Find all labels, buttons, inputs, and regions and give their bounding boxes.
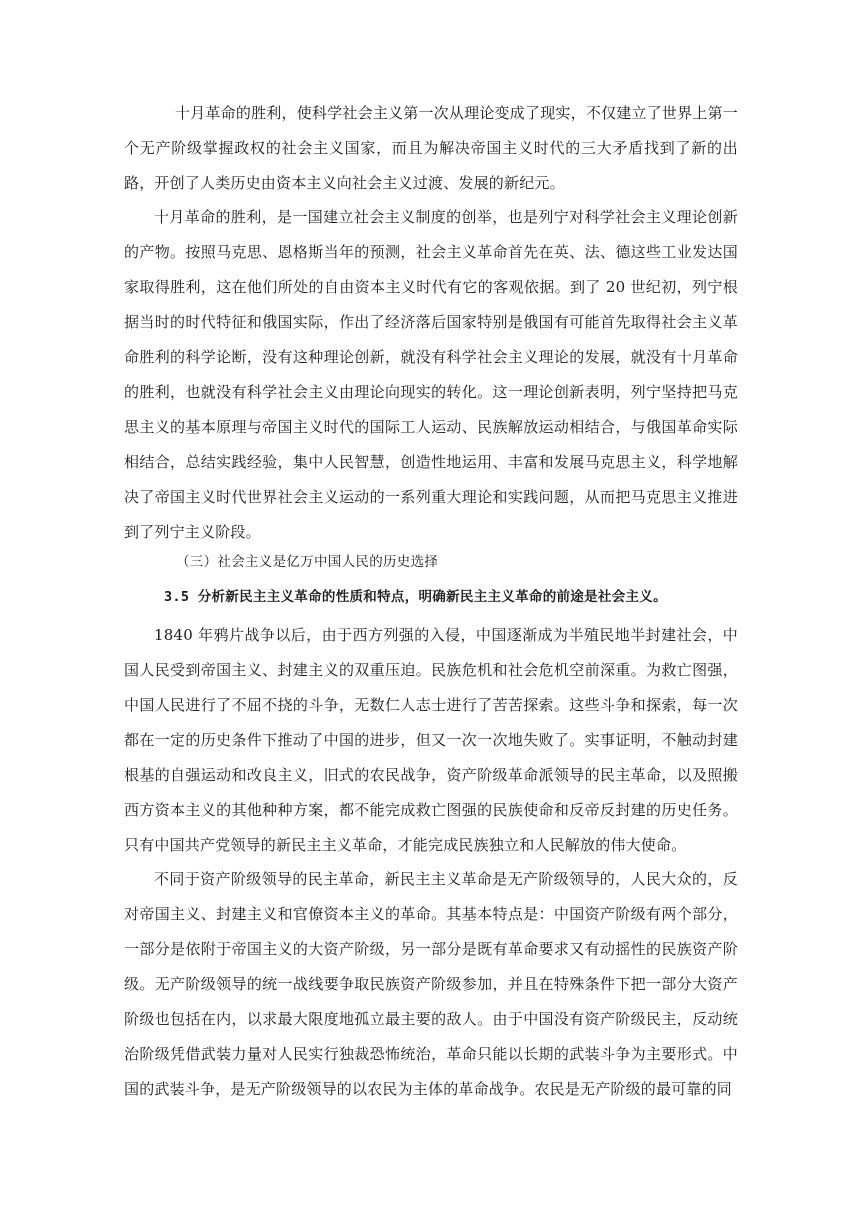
- section-heading: （三）社会主义是亿万中国人民的历史选择: [176, 554, 439, 570]
- paragraph-lenin-theory-innovation: 十月革命的胜利，是一国建立社会主义制度的创举，也是列宁对科学社会主义理论创新的产物。按照马克思、恩格斯当年的预测，社会主义革命首先在英、法、德这些工业发达国家取得胜利，这在他们所处的自由资本主义时代有它的客观依据。到了 20 世纪初，列宁根据当时的时代特征和俄国实际，作出了经济落后国家特别是俄国有可能首先取得社会主义革命胜利的科学论断，没有这种理论创新，就没有科学社会主义理论的发展，就没有十月革命的胜利，也就没有科学社会主义由理论向现实的转化。这一理论创新表明，列宁坚持把马克思主义的基本原理与帝国主义时代的国际工人运动、民族解放运动相结合，与俄国革命实际相结合，总结实践经验，集中人民智慧，创造性地运用、丰富和发展马克思主义，科学地解决了帝国主义时代世界社会主义运动的一系列重大理论和实践问题，从而把马克思主义推进到了列宁主义阶段。: [124, 208, 738, 541]
- paragraph-opium-war-history: 1840 年鸦片战争以后，由于西方列强的入侵，中国逐渐成为半殖民地半封建社会，中国人民受到帝国主义、封建主义的双重压迫。民族危机和社会危机空前深重。为救亡图强，中国人民进行了不屈不挠的斗争，无数仁人志士进行了苦苦探索。这些斗争和探索，每一次都在一定的历史条件下推动了中国的进步，但又一次一次地失败了。实事证明，不触动封建根基的自强运动和改良主义，旧式的农民战争，资产阶级革命派领导的民主革命，以及照搬西方资本主义的其他种种方案，都不能完成救亡图强的民族使命和反帝反封建的历史任务。只有中国共产党领导的新民主主义革命，才能完成民族独立和人民解放的伟大使命。: [124, 626, 738, 854]
- learning-objective: 3.5 分析新民主主义革命的性质和特点，明确新民主主义革命的前途是社会主义。: [164, 589, 667, 605]
- paragraph-october-revolution-victory: 十月革命的胜利，使科学社会主义第一次从理论变成了现实，不仅建立了世界上第一个无产阶级掌握政权的社会主义国家，而且为解决帝国主义时代的三大矛盾找到了新的出路，开创了人类历史由资本主义向社会主义过渡、发展的新纪元。: [124, 104, 738, 192]
- paragraph-new-democratic-revolution: 不同于资产阶级领导的民主革命，新民主主义革命是无产阶级领导的，人民大众的，反对帝国主义、封建主义和官僚资本主义的革命。其基本特点是：中国资产阶级有两个部分，一部分是依附于帝国主义的大资产阶级，另一部分是既有革命要求又有动摇性的民族资产阶级。无产阶级领导的统一战线要争取民族资产阶级参加，并且在特殊条件下把一部分大资产阶级也包括在内，以求最大限度地孤立最主要的敌人。由于中国没有资产阶级民主，反动统治阶级凭借武装力量对人民实行独裁恐怖统治，革命只能以长期的武装斗争为主要形式。中国的武装斗争，是无产阶级领导的以农民为主体的革命战争。农民是无产阶级的最可靠的同: [124, 870, 738, 1098]
